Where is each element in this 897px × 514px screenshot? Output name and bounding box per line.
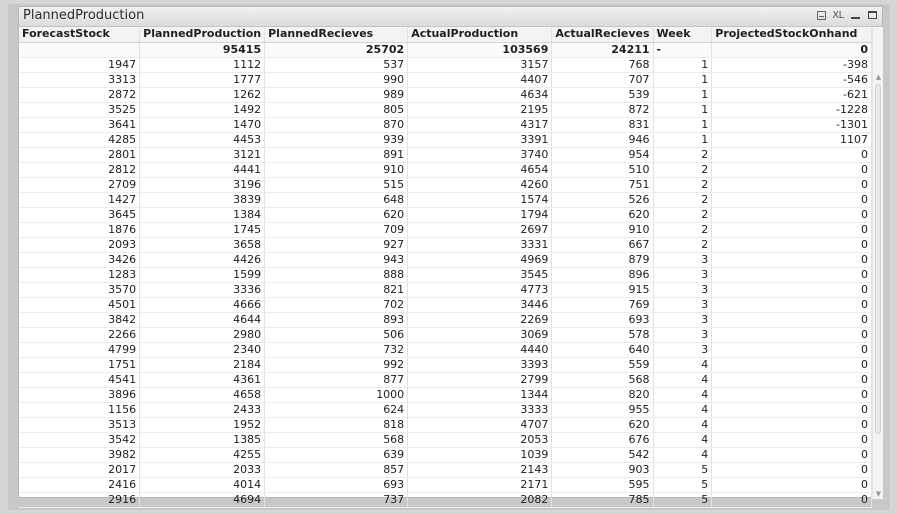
table-cell: 2093 xyxy=(19,237,140,252)
table-cell: 1000 xyxy=(265,387,408,402)
table-cell: 4 xyxy=(653,402,712,417)
table-cell: 2980 xyxy=(140,327,265,342)
table-cell: 2266 xyxy=(19,327,140,342)
table-cell: 3 xyxy=(653,312,712,327)
total-cell: - xyxy=(653,42,712,57)
maximize-icon[interactable] xyxy=(866,9,878,21)
column-header[interactable]: ActualProduction xyxy=(408,27,552,42)
table-cell: 3513 xyxy=(19,417,140,432)
table-cell: 2433 xyxy=(140,402,265,417)
table-cell: 1344 xyxy=(408,387,552,402)
scroll-thumb[interactable] xyxy=(875,84,881,434)
table-row[interactable] xyxy=(19,177,872,192)
header-row xyxy=(19,27,872,42)
table-row[interactable] xyxy=(19,372,872,387)
table-cell: 893 xyxy=(265,312,408,327)
table-area xyxy=(19,27,872,506)
table-cell: 0 xyxy=(712,387,872,402)
table-cell: 769 xyxy=(552,297,653,312)
vertical-scrollbar[interactable] xyxy=(872,27,883,499)
table-cell: 785 xyxy=(552,492,653,507)
table-cell: 1492 xyxy=(140,102,265,117)
table-cell: 0 xyxy=(712,342,872,357)
table-cell: 955 xyxy=(552,402,653,417)
table-cell: 4285 xyxy=(19,132,140,147)
table-cell: 578 xyxy=(552,327,653,342)
table-cell: 879 xyxy=(552,252,653,267)
table-cell: 910 xyxy=(552,222,653,237)
column-header[interactable]: PlannedProduction xyxy=(140,27,265,42)
table-cell: 4694 xyxy=(140,492,265,507)
table-row[interactable] xyxy=(19,447,872,462)
table-cell: 4969 xyxy=(408,252,552,267)
table-cell: 2916 xyxy=(19,492,140,507)
table-cell: 0 xyxy=(712,327,872,342)
table-cell: 2697 xyxy=(408,222,552,237)
table-cell: 4 xyxy=(653,357,712,372)
table-cell: 3069 xyxy=(408,327,552,342)
column-header[interactable]: ActualRecieves xyxy=(552,27,653,42)
table-cell: 2033 xyxy=(140,462,265,477)
table-cell: 1 xyxy=(653,57,712,72)
table-cell: 1427 xyxy=(19,192,140,207)
table-cell: 2709 xyxy=(19,177,140,192)
table-row[interactable] xyxy=(19,147,872,162)
column-header[interactable]: ForecastStock xyxy=(19,27,140,42)
table-cell: 0 xyxy=(712,492,872,507)
table-row[interactable] xyxy=(19,132,872,147)
table-cell: 3 xyxy=(653,342,712,357)
table-cell: 709 xyxy=(265,222,408,237)
table-row[interactable] xyxy=(19,192,872,207)
table-cell: 4014 xyxy=(140,477,265,492)
table-cell: 3 xyxy=(653,282,712,297)
table-row[interactable] xyxy=(19,327,872,342)
table-cell: 1385 xyxy=(140,432,265,447)
print-icon[interactable] xyxy=(815,9,827,21)
table-cell: 5 xyxy=(653,477,712,492)
table-cell: 595 xyxy=(552,477,653,492)
table-cell: -621 xyxy=(712,87,872,102)
table-cell: 624 xyxy=(265,402,408,417)
table-cell: 992 xyxy=(265,357,408,372)
table-cell: 0 xyxy=(712,417,872,432)
table-cell: 4666 xyxy=(140,297,265,312)
xl-icon[interactable]: XL xyxy=(832,9,844,21)
table-cell: 0 xyxy=(712,162,872,177)
table-cell: 821 xyxy=(265,282,408,297)
data-table xyxy=(19,27,872,508)
table-cell: 818 xyxy=(265,417,408,432)
table-cell: 990 xyxy=(265,72,408,87)
table-cell: 4 xyxy=(653,417,712,432)
table-row[interactable] xyxy=(19,207,872,222)
table-cell: 559 xyxy=(552,357,653,372)
table-cell: 568 xyxy=(265,432,408,447)
table-cell: -1301 xyxy=(712,117,872,132)
table-cell: 1283 xyxy=(19,267,140,282)
table-cell: 3896 xyxy=(19,387,140,402)
table-cell: 751 xyxy=(552,177,653,192)
table-cell: 4654 xyxy=(408,162,552,177)
table-cell: 943 xyxy=(265,252,408,267)
table-cell: 2416 xyxy=(19,477,140,492)
scroll-down-arrow-icon[interactable]: ▼ xyxy=(875,490,882,498)
table-cell: 2195 xyxy=(408,102,552,117)
table-row[interactable] xyxy=(19,267,872,282)
table-cell: 4 xyxy=(653,387,712,402)
planned-production-window xyxy=(18,6,883,506)
table-cell: 4634 xyxy=(408,87,552,102)
table-row[interactable] xyxy=(19,357,872,372)
table-row[interactable] xyxy=(19,87,872,102)
table-cell: 1 xyxy=(653,87,712,102)
table-cell: 693 xyxy=(265,477,408,492)
table-cell: 3 xyxy=(653,267,712,282)
table-cell: 2 xyxy=(653,147,712,162)
table-row[interactable] xyxy=(19,162,872,177)
table-cell: 4541 xyxy=(19,372,140,387)
table-cell: 4260 xyxy=(408,177,552,192)
table-cell: 4 xyxy=(653,372,712,387)
table-cell: 915 xyxy=(552,282,653,297)
table-row[interactable] xyxy=(19,432,872,447)
table-cell: 3842 xyxy=(19,312,140,327)
table-cell: 1745 xyxy=(140,222,265,237)
total-cell xyxy=(19,42,140,57)
table-cell: 1039 xyxy=(408,447,552,462)
total-cell: 103569 xyxy=(408,42,552,57)
table-cell: 3121 xyxy=(140,147,265,162)
table-cell: 1384 xyxy=(140,207,265,222)
table-cell: 4441 xyxy=(140,162,265,177)
table-cell: 2 xyxy=(653,222,712,237)
table-cell: 1947 xyxy=(19,57,140,72)
table-cell: 888 xyxy=(265,267,408,282)
table-cell: 3313 xyxy=(19,72,140,87)
table-cell: 0 xyxy=(712,447,872,462)
table-cell: 568 xyxy=(552,372,653,387)
table-cell: 1777 xyxy=(140,72,265,87)
table-cell: 640 xyxy=(552,342,653,357)
table-cell: 5 xyxy=(653,462,712,477)
table-cell: 1952 xyxy=(140,417,265,432)
table-cell: 2812 xyxy=(19,162,140,177)
table-cell: 1112 xyxy=(140,57,265,72)
table-cell: 526 xyxy=(552,192,653,207)
table-row[interactable] xyxy=(19,72,872,87)
table-cell: 3157 xyxy=(408,57,552,72)
table-cell: 676 xyxy=(552,432,653,447)
table-cell: 1107 xyxy=(712,132,872,147)
table-cell: 620 xyxy=(552,417,653,432)
table-cell: 2872 xyxy=(19,87,140,102)
table-cell: 3336 xyxy=(140,282,265,297)
table-cell: 3393 xyxy=(408,357,552,372)
table-row[interactable] xyxy=(19,237,872,252)
table-cell: 989 xyxy=(265,87,408,102)
table-cell: 2 xyxy=(653,237,712,252)
table-row[interactable] xyxy=(19,117,872,132)
table-cell: 3658 xyxy=(140,237,265,252)
table-cell: 2340 xyxy=(140,342,265,357)
table-cell: 831 xyxy=(552,117,653,132)
table-cell: 0 xyxy=(712,147,872,162)
table-body xyxy=(19,42,872,507)
table-cell: 3570 xyxy=(19,282,140,297)
table-row[interactable] xyxy=(19,312,872,327)
table-cell: 4361 xyxy=(140,372,265,387)
table-cell: 1470 xyxy=(140,117,265,132)
table-cell: 3525 xyxy=(19,102,140,117)
table-cell: 2017 xyxy=(19,462,140,477)
table-cell: 1599 xyxy=(140,267,265,282)
table-cell: 5 xyxy=(653,492,712,507)
table-cell: 1 xyxy=(653,132,712,147)
table-cell: 737 xyxy=(265,492,408,507)
table-cell: 4644 xyxy=(140,312,265,327)
table-cell: 2 xyxy=(653,207,712,222)
table-cell: 732 xyxy=(265,342,408,357)
table-cell: 0 xyxy=(712,282,872,297)
table-cell: 3 xyxy=(653,252,712,267)
table-cell: 2082 xyxy=(408,492,552,507)
table-cell: 537 xyxy=(265,57,408,72)
table-cell: 939 xyxy=(265,132,408,147)
table-cell: 515 xyxy=(265,177,408,192)
table-cell: 707 xyxy=(552,72,653,87)
table-cell: 510 xyxy=(552,162,653,177)
table-row[interactable] xyxy=(19,387,872,402)
table-cell: 667 xyxy=(552,237,653,252)
table-cell: 877 xyxy=(265,372,408,387)
table-cell: 2171 xyxy=(408,477,552,492)
table-cell: 891 xyxy=(265,147,408,162)
caption-icons xyxy=(815,9,878,21)
table-cell: 639 xyxy=(265,447,408,462)
table-cell: 0 xyxy=(712,462,872,477)
table-cell: 1 xyxy=(653,72,712,87)
table-cell: 3196 xyxy=(140,177,265,192)
table-row[interactable] xyxy=(19,342,872,357)
window-title: PlannedProduction xyxy=(23,8,145,23)
table-cell: 4440 xyxy=(408,342,552,357)
scroll-up-arrow-icon[interactable]: ▲ xyxy=(875,73,882,81)
table-cell: 648 xyxy=(265,192,408,207)
table-cell: 620 xyxy=(265,207,408,222)
table-cell: 3641 xyxy=(19,117,140,132)
table-cell: 872 xyxy=(552,102,653,117)
table-cell: 2 xyxy=(653,162,712,177)
table-cell: 3839 xyxy=(140,192,265,207)
table-cell: 927 xyxy=(265,237,408,252)
table-cell: 4453 xyxy=(140,132,265,147)
table-cell: 2143 xyxy=(408,462,552,477)
total-cell: 95415 xyxy=(140,42,265,57)
table-cell: 539 xyxy=(552,87,653,102)
table-cell: 506 xyxy=(265,327,408,342)
table-cell: 857 xyxy=(265,462,408,477)
table-cell: 3545 xyxy=(408,267,552,282)
table-cell: 0 xyxy=(712,357,872,372)
table-cell: 3542 xyxy=(19,432,140,447)
table-cell: 4658 xyxy=(140,387,265,402)
table-cell: 4773 xyxy=(408,282,552,297)
table-row[interactable] xyxy=(19,252,872,267)
table-cell: 3 xyxy=(653,327,712,342)
table-cell: 1794 xyxy=(408,207,552,222)
table-cell: 1751 xyxy=(19,357,140,372)
table-cell: 3 xyxy=(653,297,712,312)
table-cell: 903 xyxy=(552,462,653,477)
table-cell: 3391 xyxy=(408,132,552,147)
table-cell: 1876 xyxy=(19,222,140,237)
table-cell: 0 xyxy=(712,432,872,447)
table-cell: 896 xyxy=(552,267,653,282)
table-cell: 0 xyxy=(712,237,872,252)
table-cell: 4501 xyxy=(19,297,140,312)
table-cell: 3982 xyxy=(19,447,140,462)
table-cell: 542 xyxy=(552,447,653,462)
table-cell: 768 xyxy=(552,57,653,72)
table-cell: 2184 xyxy=(140,357,265,372)
table-cell: 4426 xyxy=(140,252,265,267)
total-cell: 24211 xyxy=(552,42,653,57)
table-cell: 954 xyxy=(552,147,653,162)
table-cell: 820 xyxy=(552,387,653,402)
table-cell: 0 xyxy=(712,297,872,312)
table-cell: 3740 xyxy=(408,147,552,162)
table-cell: 4 xyxy=(653,447,712,462)
column-header[interactable]: PlannedRecieves xyxy=(265,27,408,42)
table-cell: 2 xyxy=(653,177,712,192)
table-cell: 2269 xyxy=(408,312,552,327)
table-cell: 693 xyxy=(552,312,653,327)
table-cell: 4255 xyxy=(140,447,265,462)
table-cell: 1156 xyxy=(19,402,140,417)
table-cell: 0 xyxy=(712,477,872,492)
table-cell: 0 xyxy=(712,222,872,237)
table-cell: 702 xyxy=(265,297,408,312)
totals-row xyxy=(19,42,872,57)
table-cell: 4407 xyxy=(408,72,552,87)
table-cell: 0 xyxy=(712,267,872,282)
table-cell: 0 xyxy=(712,252,872,267)
table-cell: 3333 xyxy=(408,402,552,417)
table-cell: 870 xyxy=(265,117,408,132)
table-row[interactable] xyxy=(19,282,872,297)
column-header[interactable]: Week xyxy=(653,27,712,42)
table-cell: 620 xyxy=(552,207,653,222)
table-cell: 2 xyxy=(653,192,712,207)
table-cell: 3426 xyxy=(19,252,140,267)
table-cell: -398 xyxy=(712,57,872,72)
table-cell: 0 xyxy=(712,312,872,327)
table-row[interactable] xyxy=(19,222,872,237)
table-cell: 2053 xyxy=(408,432,552,447)
table-cell: 1 xyxy=(653,117,712,132)
table-cell: 4 xyxy=(653,432,712,447)
table-row[interactable] xyxy=(19,297,872,312)
table-cell: 805 xyxy=(265,102,408,117)
total-cell: 25702 xyxy=(265,42,408,57)
table-cell: 2799 xyxy=(408,372,552,387)
table-cell: 0 xyxy=(712,207,872,222)
table-cell: 946 xyxy=(552,132,653,147)
table-row[interactable] xyxy=(19,492,872,507)
table-cell: 3645 xyxy=(19,207,140,222)
table-row[interactable] xyxy=(19,57,872,72)
table-row[interactable] xyxy=(19,462,872,477)
table-row[interactable] xyxy=(19,417,872,432)
table-cell: -546 xyxy=(712,72,872,87)
table-cell: 4317 xyxy=(408,117,552,132)
window-caption xyxy=(19,7,882,27)
table-cell: 0 xyxy=(712,402,872,417)
table-row[interactable] xyxy=(19,477,872,492)
table-cell: 0 xyxy=(712,192,872,207)
table-row[interactable] xyxy=(19,102,872,117)
table-cell: 0 xyxy=(712,177,872,192)
table-cell: 1262 xyxy=(140,87,265,102)
table-cell: 3446 xyxy=(408,297,552,312)
table-cell: 4707 xyxy=(408,417,552,432)
table-cell: 1 xyxy=(653,102,712,117)
table-cell: 1574 xyxy=(408,192,552,207)
column-header[interactable]: ProjectedStockOnhand xyxy=(712,27,872,42)
table-cell: 3331 xyxy=(408,237,552,252)
table-cell: 4799 xyxy=(19,342,140,357)
table-cell: 0 xyxy=(712,372,872,387)
total-cell: 0 xyxy=(712,42,872,57)
table-cell: -1228 xyxy=(712,102,872,117)
table-cell: 910 xyxy=(265,162,408,177)
table-row[interactable] xyxy=(19,402,872,417)
table-cell: 2801 xyxy=(19,147,140,162)
minimize-icon[interactable] xyxy=(849,9,861,21)
